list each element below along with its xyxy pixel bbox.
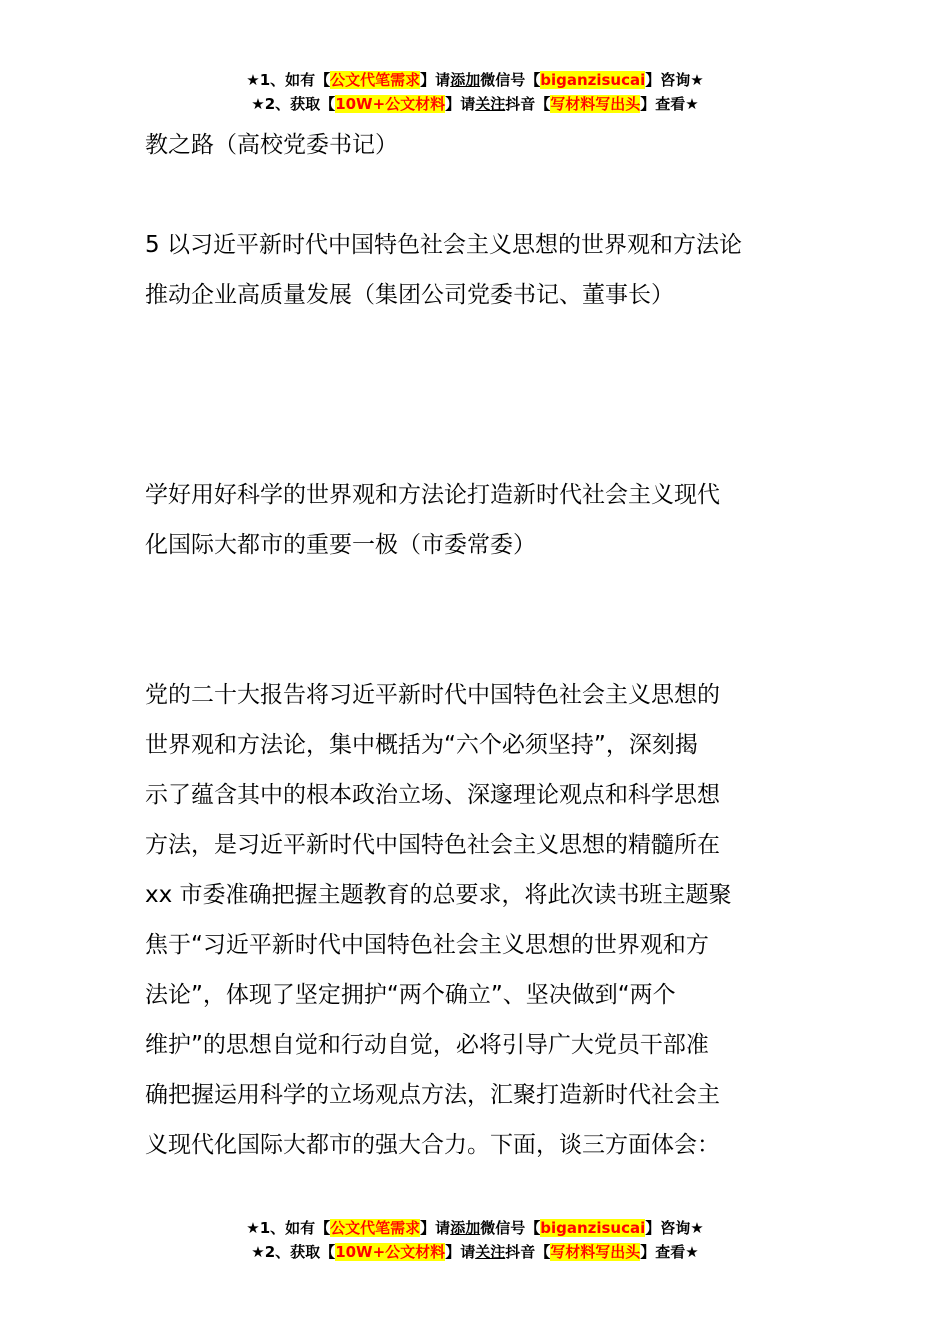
paragraph-line: 确把握运用科学的立场观点方法，汇聚打造新时代社会主: [145, 1082, 720, 1108]
document-body: [145, 120, 810, 1170]
body-paragraph: [145, 670, 810, 1170]
paragraph-line: 方法，是习近平新时代中国特色社会主义思想的精髓所在: [145, 832, 720, 858]
article-title-line-1: 学好用好科学的世界观和方法论打造新时代社会主义现代: [145, 482, 720, 508]
banner-text: ★2、获取【: [251, 1243, 336, 1261]
banner-underline-add: 添加: [450, 1219, 481, 1237]
banner-text: ★1、如有【: [246, 71, 331, 89]
banner-highlight-service: 公文代笔需求: [330, 1219, 421, 1237]
banner-text: 】查看★: [640, 95, 699, 113]
footer-banner-line-1: [0, 1216, 950, 1240]
banner-text: 】请: [420, 71, 451, 89]
paragraph-line: 维护”的思想自觉和行动自觉，必将引导广大党员干部准: [145, 1032, 709, 1058]
banner-text: 抖音【: [505, 95, 551, 113]
header-banner-line-2: [0, 92, 950, 116]
item-4-title-tail: 教之路（高校党委书记）: [145, 132, 398, 158]
header-banner-line-1: [0, 68, 950, 92]
article-title-line-2: 化国际大都市的重要一极（市委常委）: [145, 532, 536, 558]
banner-highlight-materials: 10W+公文材料: [335, 1243, 446, 1261]
banner-highlight-wechat-id: biganzisucai: [540, 71, 646, 89]
banner-text: 抖音【: [505, 1243, 551, 1261]
item-5-title-line-1: 5 以习近平新时代中国特色社会主义思想的世界观和方法论: [145, 232, 742, 258]
banner-highlight-materials: 10W+公文材料: [335, 95, 446, 113]
paragraph-line: 义现代化国际大都市的强大合力。下面，谈三方面体会：: [145, 1132, 720, 1158]
paragraph-line: 焦于“习近平新时代中国特色社会主义思想的世界观和方: [145, 932, 709, 958]
banner-text: 微信号【: [480, 71, 541, 89]
paragraph-line: 示了蕴含其中的根本政治立场、深邃理论观点和科学思想: [145, 782, 720, 808]
banner-text: 】咨询★: [645, 71, 704, 89]
banner-text: ★2、获取【: [251, 95, 336, 113]
banner-text: 微信号【: [480, 1219, 541, 1237]
banner-highlight-douyin-account: 写材料写出头: [550, 95, 641, 113]
footer-banner-line-2: [0, 1240, 950, 1264]
item-5-title-line-2: 推动企业高质量发展（集团公司党委书记、董事长）: [145, 282, 674, 308]
banner-text: 】请: [445, 95, 476, 113]
banner-underline-follow: 关注: [475, 1243, 506, 1261]
banner-text: 】请: [445, 1243, 476, 1261]
paragraph-line: 党的二十大报告将习近平新时代中国特色社会主义思想的: [145, 682, 720, 708]
header-banner: [0, 68, 950, 116]
banner-underline-follow: 关注: [475, 95, 506, 113]
paragraph-line: xx 市委准确把握主题教育的总要求，将此次读书班主题聚: [145, 882, 732, 908]
footer-banner: [0, 1216, 950, 1264]
banner-highlight-douyin-account: 写材料写出头: [550, 1243, 641, 1261]
banner-text: 】咨询★: [645, 1219, 704, 1237]
banner-text: 】请: [420, 1219, 451, 1237]
banner-highlight-wechat-id: biganzisucai: [540, 1219, 646, 1237]
banner-highlight-service: 公文代笔需求: [330, 71, 421, 89]
banner-underline-add: 添加: [450, 71, 481, 89]
banner-text: ★1、如有【: [246, 1219, 331, 1237]
paragraph-line: 法论”，体现了坚定拥护“两个确立”、坚决做到“两个: [145, 982, 676, 1008]
paragraph-line: 世界观和方法论，集中概括为“六个必须坚持”，深刻揭: [145, 732, 698, 758]
banner-text: 】查看★: [640, 1243, 699, 1261]
